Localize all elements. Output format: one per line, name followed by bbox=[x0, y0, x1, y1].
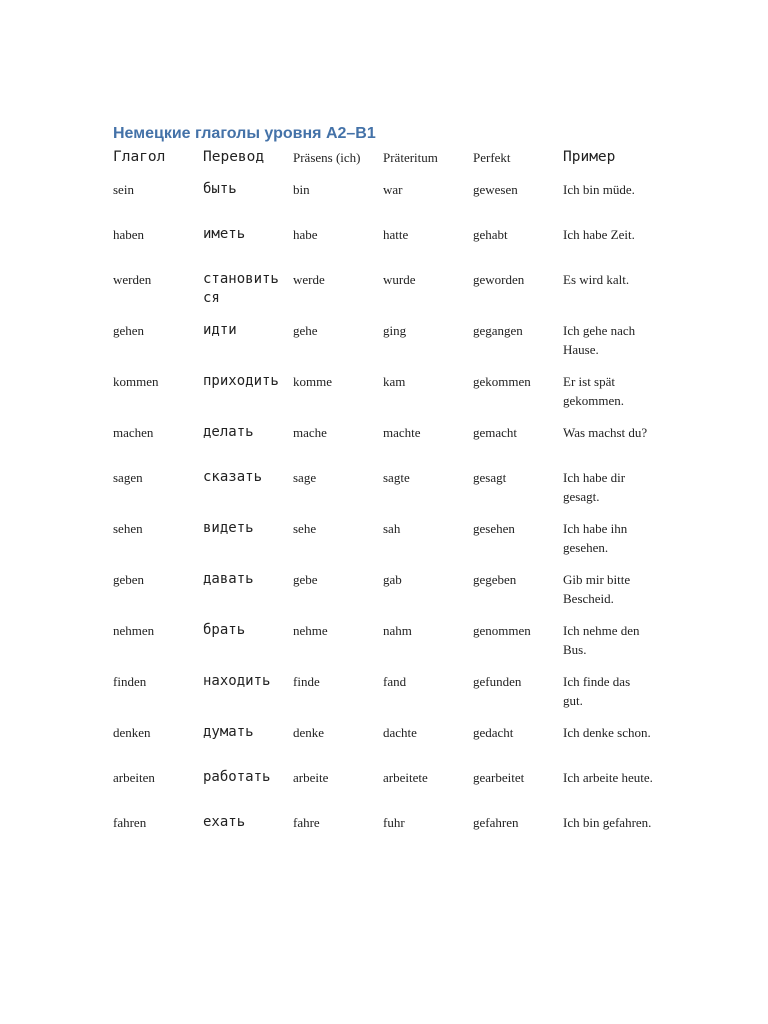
cell-praeteritum: arbeitete bbox=[383, 770, 428, 785]
cell-praesens: mache bbox=[293, 425, 327, 440]
cell-praeteritum: sah bbox=[383, 521, 401, 536]
cell-translation bbox=[203, 468, 293, 519]
cell-perfekt: gearbeitet bbox=[473, 770, 525, 785]
cell-praesens: gehe bbox=[293, 323, 318, 338]
cell-example: Ich gehe nach Hause. bbox=[563, 323, 636, 357]
cell-praesens: werde bbox=[293, 272, 325, 287]
cell-praeteritum: wurde bbox=[383, 272, 416, 287]
cell-verb: nehmen bbox=[113, 623, 155, 638]
cell-example: Es wird kalt. bbox=[563, 272, 630, 287]
cell-translation-text: видеть bbox=[203, 520, 254, 536]
cell-perfekt: gegangen bbox=[473, 323, 523, 338]
cell-praesens: fahre bbox=[293, 815, 320, 830]
cell-verb: fahren bbox=[113, 815, 147, 830]
cell-translation bbox=[203, 723, 293, 768]
cell-praeteritum: hatte bbox=[383, 227, 409, 242]
cell-praesens: komme bbox=[293, 374, 332, 389]
cell-example: Was machst du? bbox=[563, 425, 648, 440]
cell-verb: arbeiten bbox=[113, 770, 155, 785]
cell-translation-text: ехать bbox=[203, 814, 246, 830]
header-perfekt: Perfekt bbox=[473, 150, 511, 165]
table-row bbox=[113, 723, 653, 768]
cell-example: Ich arbeite heute. bbox=[563, 770, 653, 785]
cell-verb: sehen bbox=[113, 521, 143, 536]
table-row bbox=[113, 180, 653, 225]
cell-translation-text: работать bbox=[203, 769, 271, 785]
cell-praesens: arbeite bbox=[293, 770, 329, 785]
cell-praesens: habe bbox=[293, 227, 318, 242]
cell-praeteritum: nahm bbox=[383, 623, 412, 638]
cell-translation bbox=[203, 423, 293, 468]
cell-perfekt: gegeben bbox=[473, 572, 517, 587]
cell-example: Ich habe dir gesagt. bbox=[563, 470, 626, 504]
cell-translation bbox=[203, 225, 293, 270]
cell-example: Ich finde das gut. bbox=[563, 674, 631, 708]
cell-example: Ich bin gefahren. bbox=[563, 815, 652, 830]
table-row bbox=[113, 468, 653, 519]
cell-translation-text: иметь bbox=[203, 226, 246, 242]
cell-praeteritum: fand bbox=[383, 674, 407, 689]
cell-praesens: sehe bbox=[293, 521, 317, 536]
table-header-row bbox=[113, 148, 653, 180]
header-verb: Глагол bbox=[113, 149, 166, 165]
cell-praesens: sage bbox=[293, 470, 317, 485]
cell-example: Ich habe ihn gesehen. bbox=[563, 521, 628, 555]
cell-translation-text: приходить bbox=[203, 373, 279, 389]
cell-praeteritum: ging bbox=[383, 323, 407, 338]
cell-translation-text: сказать bbox=[203, 469, 263, 485]
table-row bbox=[113, 270, 653, 321]
cell-translation-text: давать bbox=[203, 571, 254, 587]
cell-perfekt: gefunden bbox=[473, 674, 522, 689]
cell-praeteritum: machte bbox=[383, 425, 421, 440]
cell-perfekt: gewesen bbox=[473, 182, 518, 197]
cell-praesens: gebe bbox=[293, 572, 318, 587]
cell-verb: geben bbox=[113, 572, 145, 587]
cell-verb: werden bbox=[113, 272, 152, 287]
header-example: Пример bbox=[563, 149, 616, 165]
cell-verb: finden bbox=[113, 674, 147, 689]
cell-example: Gib mir bitte Bescheid. bbox=[563, 572, 631, 606]
cell-translation-text: идти bbox=[203, 322, 237, 338]
cell-perfekt: gesehen bbox=[473, 521, 515, 536]
cell-example: Ich nehme den Bus. bbox=[563, 623, 640, 657]
cell-translation bbox=[203, 270, 293, 321]
header-praesens: Präsens (ich) bbox=[293, 150, 361, 165]
cell-translation bbox=[203, 180, 293, 225]
cell-praesens: nehme bbox=[293, 623, 328, 638]
header-translation: Перевод bbox=[203, 149, 265, 165]
table-row bbox=[113, 570, 653, 621]
cell-translation-text: делать bbox=[203, 424, 254, 440]
cell-praesens: denke bbox=[293, 725, 325, 740]
table-row bbox=[113, 621, 653, 672]
cell-perfekt: gefahren bbox=[473, 815, 519, 830]
cell-translation-text: думать bbox=[203, 724, 254, 740]
cell-praesens: finde bbox=[293, 674, 320, 689]
cell-perfekt: gesagt bbox=[473, 470, 507, 485]
verb-table bbox=[113, 148, 653, 858]
table-row bbox=[113, 672, 653, 723]
document-title: Немецкие глаголы уровня А2–В1 bbox=[113, 125, 376, 142]
table-row bbox=[113, 321, 653, 372]
cell-example: Ich denke schon. bbox=[563, 725, 651, 740]
cell-perfekt: gemacht bbox=[473, 425, 518, 440]
cell-verb: sagen bbox=[113, 470, 143, 485]
cell-verb: haben bbox=[113, 227, 145, 242]
cell-verb: denken bbox=[113, 725, 151, 740]
cell-translation bbox=[203, 621, 293, 672]
cell-translation-text: быть bbox=[203, 181, 237, 197]
cell-praeteritum: war bbox=[383, 182, 403, 197]
table-row bbox=[113, 225, 653, 270]
table-row bbox=[113, 813, 653, 858]
cell-verb: sein bbox=[113, 182, 134, 197]
cell-translation-text: находить bbox=[203, 673, 271, 689]
cell-perfekt: gekommen bbox=[473, 374, 531, 389]
cell-translation bbox=[203, 672, 293, 723]
cell-perfekt: gehabt bbox=[473, 227, 508, 242]
cell-translation-text: становиться bbox=[203, 271, 279, 306]
table-row bbox=[113, 423, 653, 468]
cell-translation bbox=[203, 768, 293, 813]
cell-perfekt: gedacht bbox=[473, 725, 514, 740]
table-row bbox=[113, 768, 653, 813]
cell-praesens: bin bbox=[293, 182, 310, 197]
cell-verb: gehen bbox=[113, 323, 145, 338]
cell-praeteritum: fuhr bbox=[383, 815, 405, 830]
verb-table-body bbox=[113, 180, 653, 858]
cell-translation bbox=[203, 519, 293, 570]
cell-praeteritum: kam bbox=[383, 374, 406, 389]
header-praeteritum: Präteritum bbox=[383, 150, 438, 165]
cell-translation-text: брать bbox=[203, 622, 246, 638]
table-row bbox=[113, 519, 653, 570]
cell-perfekt: geworden bbox=[473, 272, 525, 287]
cell-example: Er ist spät gekommen. bbox=[563, 374, 625, 408]
cell-verb: machen bbox=[113, 425, 154, 440]
cell-perfekt: genommen bbox=[473, 623, 531, 638]
cell-translation bbox=[203, 813, 293, 858]
cell-praeteritum: sagte bbox=[383, 470, 410, 485]
cell-praeteritum: gab bbox=[383, 572, 402, 587]
table-row bbox=[113, 372, 653, 423]
cell-praeteritum: dachte bbox=[383, 725, 417, 740]
cell-example: Ich habe Zeit. bbox=[563, 227, 635, 242]
cell-example: Ich bin müde. bbox=[563, 182, 635, 197]
cell-translation bbox=[203, 372, 293, 423]
cell-translation bbox=[203, 321, 293, 372]
cell-translation bbox=[203, 570, 293, 621]
cell-verb: kommen bbox=[113, 374, 159, 389]
